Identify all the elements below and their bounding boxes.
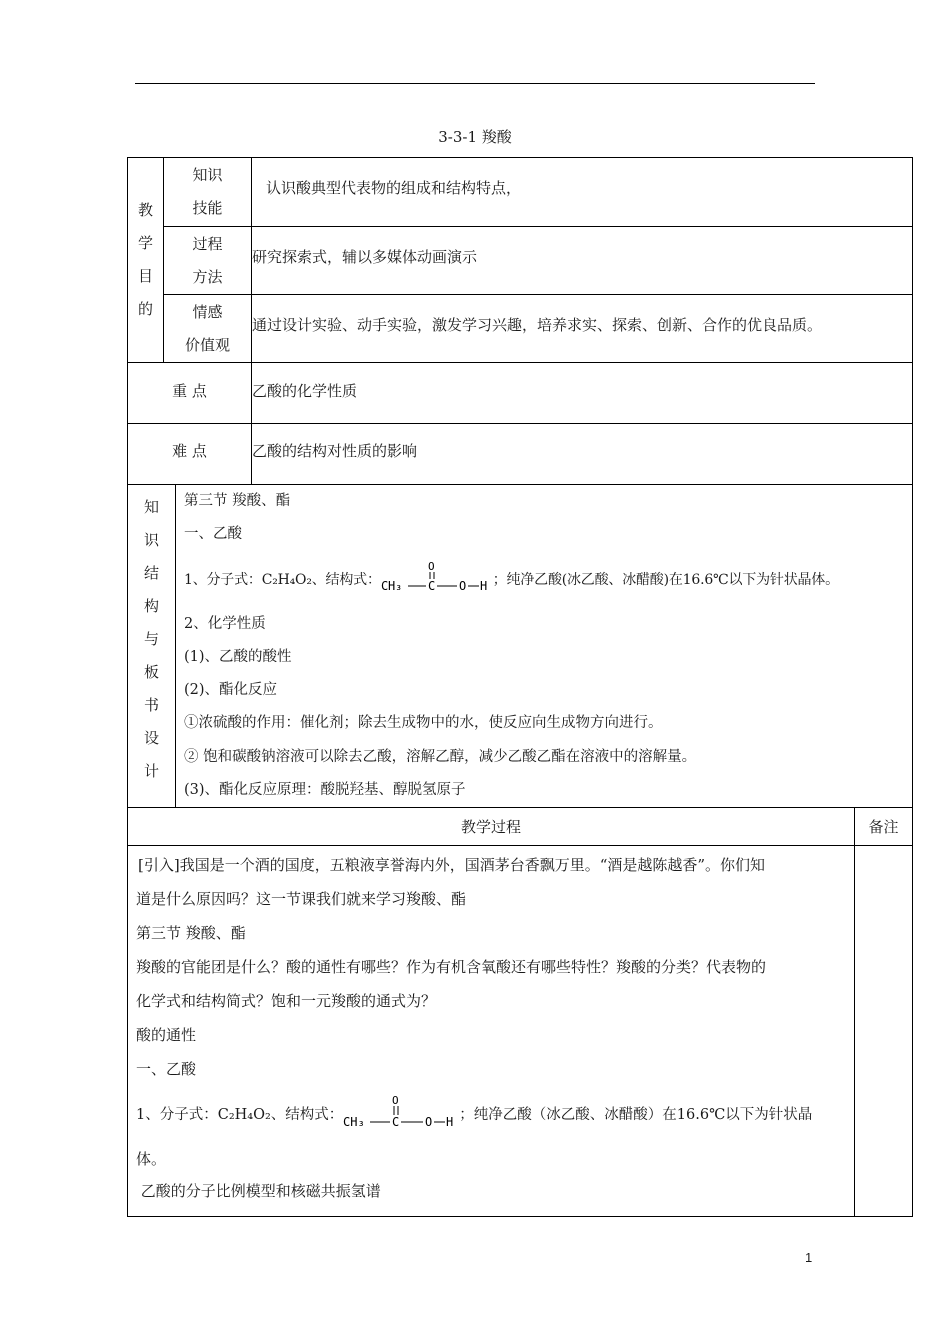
board-header-char: 与 [143, 630, 159, 648]
objective-content-process: 研究探索式，辅以多媒体动画演示 [252, 227, 913, 295]
process-header: 教学过程 [128, 808, 855, 846]
process-content [128, 846, 855, 1217]
structure-carbonyl-oxygen: O [392, 1094, 399, 1108]
process-formula-prefix: 1、分子式：C₂H₄O₂、结构式： [136, 1107, 344, 1124]
difficulty-content: 乙酸的结构对性质的影响 [252, 424, 913, 485]
acetic-acid-structure-2 [343, 1093, 459, 1137]
process-formula-line [128, 1086, 854, 1144]
difficulty-label: 难 点 [128, 424, 252, 485]
objective-label-line: 方法 [192, 267, 223, 286]
structure-hydrogen: H [479, 578, 487, 593]
board-header-char: 设 [143, 729, 159, 747]
page-number: 1 [805, 1250, 813, 1265]
process-line: 道是什么原因吗？这一节课我们就来学习羧酸、酯 [136, 890, 467, 909]
objective-label-knowledge [164, 158, 252, 227]
objectives-header [128, 158, 164, 363]
objective-label-line: 知识 [192, 166, 223, 184]
structure-hydrogen: H [446, 1115, 454, 1130]
structure-hydroxyl-oxygen: O [458, 578, 466, 593]
board-line: 2、化学性质 [184, 615, 266, 632]
key-point-label: 重 点 [128, 363, 252, 424]
objective-label-line: 情感 [192, 302, 223, 321]
board-header-char: 构 [143, 597, 159, 615]
board-header-char: 结 [143, 564, 159, 582]
process-line: 羧酸的官能团是什么？酸的通性有哪些？作为有机含氧酸还有哪些特性？羧酸的分类？代表物的 [136, 958, 767, 977]
objective-label-emotion [164, 295, 252, 363]
board-line: ①浓硫酸的作用：催化剂；除去生成物中的水，使反应向生成物方向进行。 [184, 715, 663, 732]
board-line: 一、乙酸 [184, 526, 242, 543]
board-header-char: 计 [143, 762, 159, 780]
acetic-acid-structure [381, 560, 493, 600]
remark-header: 备注 [855, 808, 913, 846]
objectives-header-char: 目 [137, 267, 153, 285]
header-rule [135, 83, 815, 84]
structure-carbon: C [427, 578, 435, 593]
process-line: 第三节 羧酸、酯 [136, 924, 246, 943]
lesson-plan-table [127, 157, 913, 1217]
objective-label-line: 过程 [192, 234, 223, 253]
board-line: 第三节 羧酸、酯 [184, 493, 291, 509]
board-line: ② 饱和碳酸钠溶液可以除去乙酸，溶解乙醇，减少乙酸乙酯在溶液中的溶解量。 [184, 748, 697, 765]
remark-cell [855, 846, 913, 1217]
board-formula-line [176, 552, 912, 608]
structure-hydroxyl-oxygen: O [425, 1115, 433, 1130]
structure-ch3: CH₃ [380, 578, 402, 593]
objectives-header-char: 学 [137, 234, 153, 252]
board-line: (3)、酯化反应原理：酸脱羟基、醇脱氢原子 [184, 782, 466, 799]
process-line: 一、乙酸 [136, 1060, 197, 1079]
process-line: 酸的通性 [136, 1026, 197, 1045]
board-line: (1)、乙酸的酸性 [184, 648, 292, 665]
board-header-char: 识 [143, 531, 159, 549]
key-point-content: 乙酸的化学性质 [252, 363, 913, 424]
board-line: (2)、酯化反应 [184, 682, 278, 699]
board-design-content [176, 485, 913, 808]
objective-content-emotion: 通过设计实验、动手实验，激发学习兴趣，培养求实、探索、创新、合作的优良品质。 [252, 295, 913, 363]
structure-ch3: CH₃ [343, 1115, 365, 1130]
objective-label-process [164, 227, 252, 295]
board-formula-prefix: 1、分子式：C₂H₄O₂、结构式： [184, 571, 381, 588]
document-title: 3-3-1 羧酸 [438, 128, 512, 146]
process-line: 体。 [136, 1150, 167, 1169]
board-header-char: 板 [143, 663, 159, 681]
objectives-header-char: 教 [137, 201, 153, 219]
structure-carbonyl-oxygen: O [427, 559, 435, 573]
objective-label-line: 技能 [192, 199, 223, 217]
board-header-char: 书 [143, 696, 159, 714]
process-line: 化学式和结构简式？饱和一元羧酸的通式为？ [136, 992, 437, 1011]
board-formula-suffix: ；纯净乙酸(冰乙酸、冰醋酸)在16.6℃以下为针状晶体。 [492, 571, 839, 588]
process-formula-suffix: ；纯净乙酸（冰乙酸、冰醋酸）在16.6℃以下为针状晶 [459, 1107, 813, 1124]
structure-carbon: C [392, 1115, 400, 1130]
objective-content-knowledge: 认识酸典型代表物的组成和结构特点， [252, 158, 913, 227]
board-header-char: 知 [143, 498, 159, 516]
objectives-header-char: 的 [137, 300, 153, 318]
objective-label-line: 价值观 [185, 335, 231, 354]
board-design-header [128, 485, 176, 808]
process-line: [引入]我国是一个酒的国度，五粮液享誉海内外，国酒茅台香飘万里。“酒是越陈越香”。你们知 [138, 856, 766, 875]
process-line: 乙酸的分子比例模型和核磁共振氢谱 [136, 1182, 381, 1201]
